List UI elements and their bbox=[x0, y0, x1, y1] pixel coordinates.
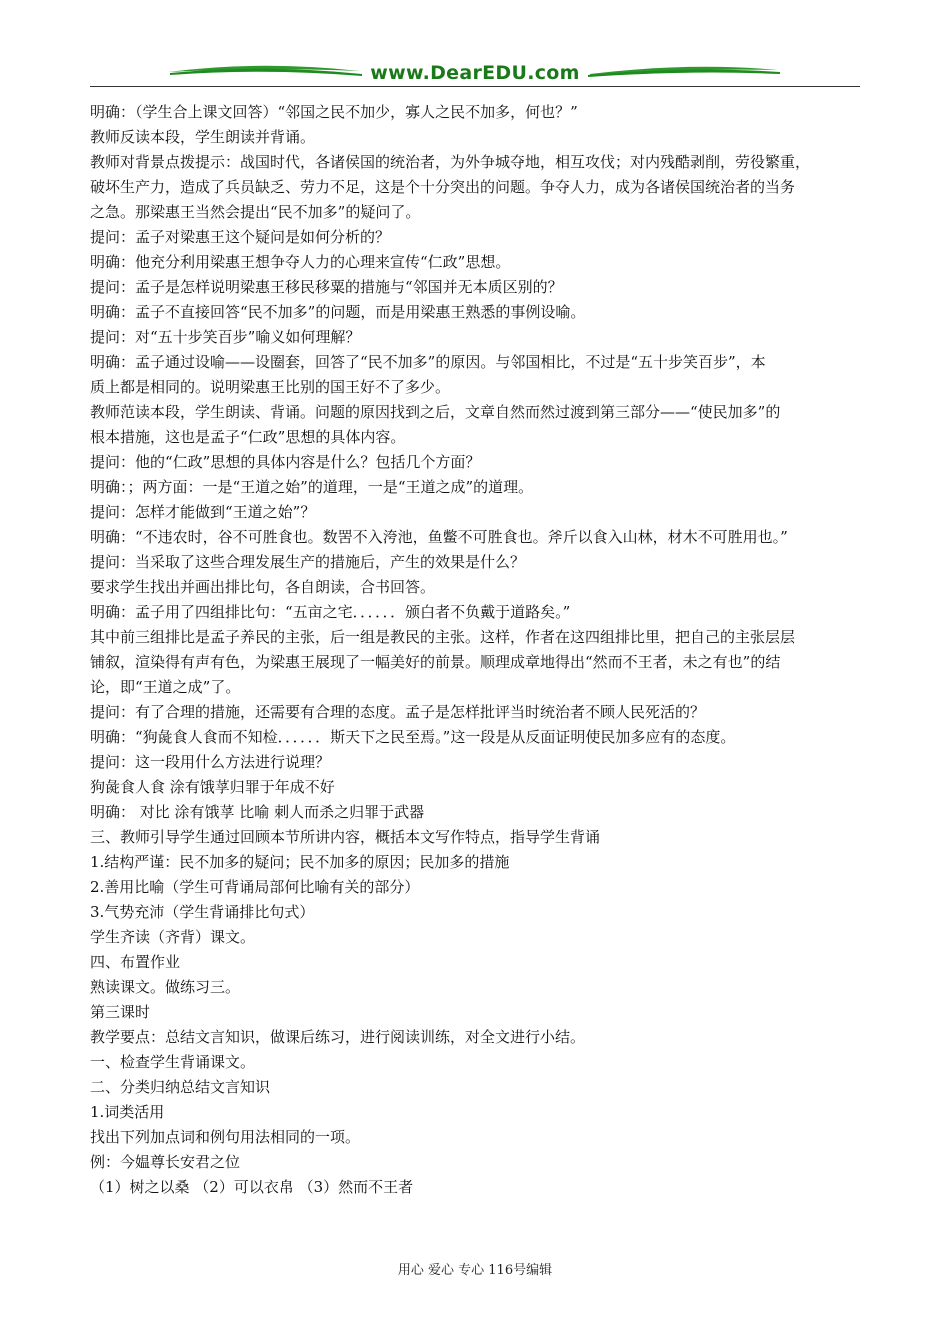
text-line: 铺叙，渲染得有声有色，为梁惠王展现了一幅美好的前景。顺理成章地得出“然而不王者，未之有也”的结 bbox=[90, 653, 781, 671]
text-line: 找出下列加点词和例句用法相同的一项。 bbox=[90, 1128, 361, 1146]
text-line: 质上都是相同的。说明梁惠王比别的国王好不了多少。 bbox=[90, 378, 451, 396]
text-line: 狗彘食人食 涂有饿莩归罪于年成不好 bbox=[90, 778, 335, 796]
text-line: 2.善用比喻（学生可背诵局部何比喻有关的部分） bbox=[90, 878, 420, 896]
text-line: 明确：孟子用了四组排比句：“五亩之宅．．．．．．颁白者不负戴于道路矣。” bbox=[90, 603, 571, 621]
text-line: 其中前三组排比是孟子养民的主张，后一组是教民的主张。这样，作者在这四组排比里，把自己的主张层层 bbox=[90, 628, 796, 646]
page-header bbox=[90, 58, 860, 90]
text-line: 明确：“不违农时，谷不可胜食也。数罟不入洿池，鱼鳖不可胜食也。斧斤以食入山林，材木不可胜用也。” bbox=[90, 528, 788, 546]
text-line: 提问：有了合理的措施，还需要有合理的态度。孟子是怎样批评当时统治者不顾人民死活的？ bbox=[90, 703, 706, 721]
site-logo-text[interactable]: www.DearEDU.com bbox=[370, 62, 580, 84]
text-line: 提问：当采取了这些合理发展生产的措施后，产生的效果是什么？ bbox=[90, 553, 526, 571]
text-line: 1.结构严谨：民不加多的疑问；民不加多的原因；民加多的措施 bbox=[90, 853, 510, 871]
text-line: 提问：这一段用什么方法进行说理？ bbox=[90, 753, 331, 771]
text-line: 提问：对“五十步笑百步”喻义如何理解？ bbox=[90, 328, 361, 346]
text-line: 明确：孟子不直接回答“民不加多”的问题，而是用梁惠王熟悉的事例设喻。 bbox=[90, 303, 586, 321]
text-line: 明确：（学生合上课文回答）“邻国之民不加少，寡人之民不加多，何也？” bbox=[90, 103, 578, 121]
text-line: 破坏生产力，造成了兵员缺乏、劳力不足，这是个十分突出的问题。争夺人力，成为各诸侯国统治者的当务 bbox=[90, 178, 796, 196]
text-line: 明确： 对比 涂有饿莩 比喻 刺人而杀之归罪于武器 bbox=[90, 803, 425, 821]
text-line: 论，即“王道之成”了。 bbox=[90, 678, 241, 696]
text-line: 提问：他的“仁政”思想的具体内容是什么？包括几个方面？ bbox=[90, 453, 481, 471]
text-line: 1.词类活用 bbox=[90, 1103, 165, 1121]
text-line: 明确：“狗彘食人食而不知检．．．．．．斯天下之民至焉。”这一段是从反面证明使民加多应有的态度。 bbox=[90, 728, 736, 746]
text-line: 学生齐读（齐背）课文。 bbox=[90, 928, 256, 946]
text-line: 教师对背景点拨提示：战国时代，各诸侯国的统治者，为外争城夺地，相互攻伐；对内残酷剥削，劳役繁重， bbox=[90, 153, 811, 171]
text-line: 教师反读本段，学生朗读并背诵。 bbox=[90, 128, 316, 146]
text-line: 三、教师引导学生通过回顾本节所讲内容，概括本文写作特点，指导学生背诵 bbox=[90, 828, 601, 846]
text-line: 例：今媪尊长安君之位 bbox=[90, 1153, 241, 1171]
text-line: 四、布置作业 bbox=[90, 953, 181, 971]
text-line: 之急。那梁惠王当然会提出“民不加多”的疑问了。 bbox=[90, 203, 421, 221]
text-line: （1）树之以桑 （2）可以衣帛 （3）然而不王者 bbox=[90, 1178, 414, 1196]
text-line: 明确：孟子通过设喻——设圈套，回答了“民不加多”的原因。与邻国相比，不过是“五十步笑百步”，本 bbox=[90, 353, 766, 371]
text-line: 二、分类归纳总结文言知识 bbox=[90, 1078, 271, 1096]
page-footer: 用心 爱心 专心 116号编辑 bbox=[397, 1263, 553, 1278]
text-line: 熟读课文。做练习三。 bbox=[90, 978, 241, 996]
text-line: 明确：他充分利用梁惠王想争夺人力的心理来宣传“仁政”思想。 bbox=[90, 253, 511, 271]
text-line: 提问：怎样才能做到“王道之始”？ bbox=[90, 503, 316, 521]
text-line: 要求学生找出并画出排比句，各自朗读，合书回答。 bbox=[90, 578, 436, 596]
text-line: 第三课时 bbox=[90, 1003, 151, 1021]
text-line: 教学要点：总结文言知识，做课后练习，进行阅读训练，对全文进行小结。 bbox=[90, 1028, 586, 1046]
document-body bbox=[90, 100, 862, 1200]
text-line: 教师范读本段，学生朗读、背诵。问题的原因找到之后，文章自然而然过渡到第三部分——“使民加多”的 bbox=[90, 403, 781, 421]
text-line: 一、检查学生背诵课文。 bbox=[90, 1053, 256, 1071]
text-line: 提问：孟子对梁惠王这个疑问是如何分析的？ bbox=[90, 228, 391, 246]
text-line: 根本措施，这也是孟子“仁政”思想的具体内容。 bbox=[90, 428, 406, 446]
text-line: 提问：孟子是怎样说明梁惠王移民移粟的措施与“邻国并无本质区别的？ bbox=[90, 278, 563, 296]
header-divider bbox=[90, 86, 860, 87]
text-line: 3.气势充沛（学生背诵排比句式） bbox=[90, 903, 315, 921]
text-line: 明确：；两方面：一是“王道之始”的道理，一是“王道之成”的道理。 bbox=[90, 478, 534, 496]
